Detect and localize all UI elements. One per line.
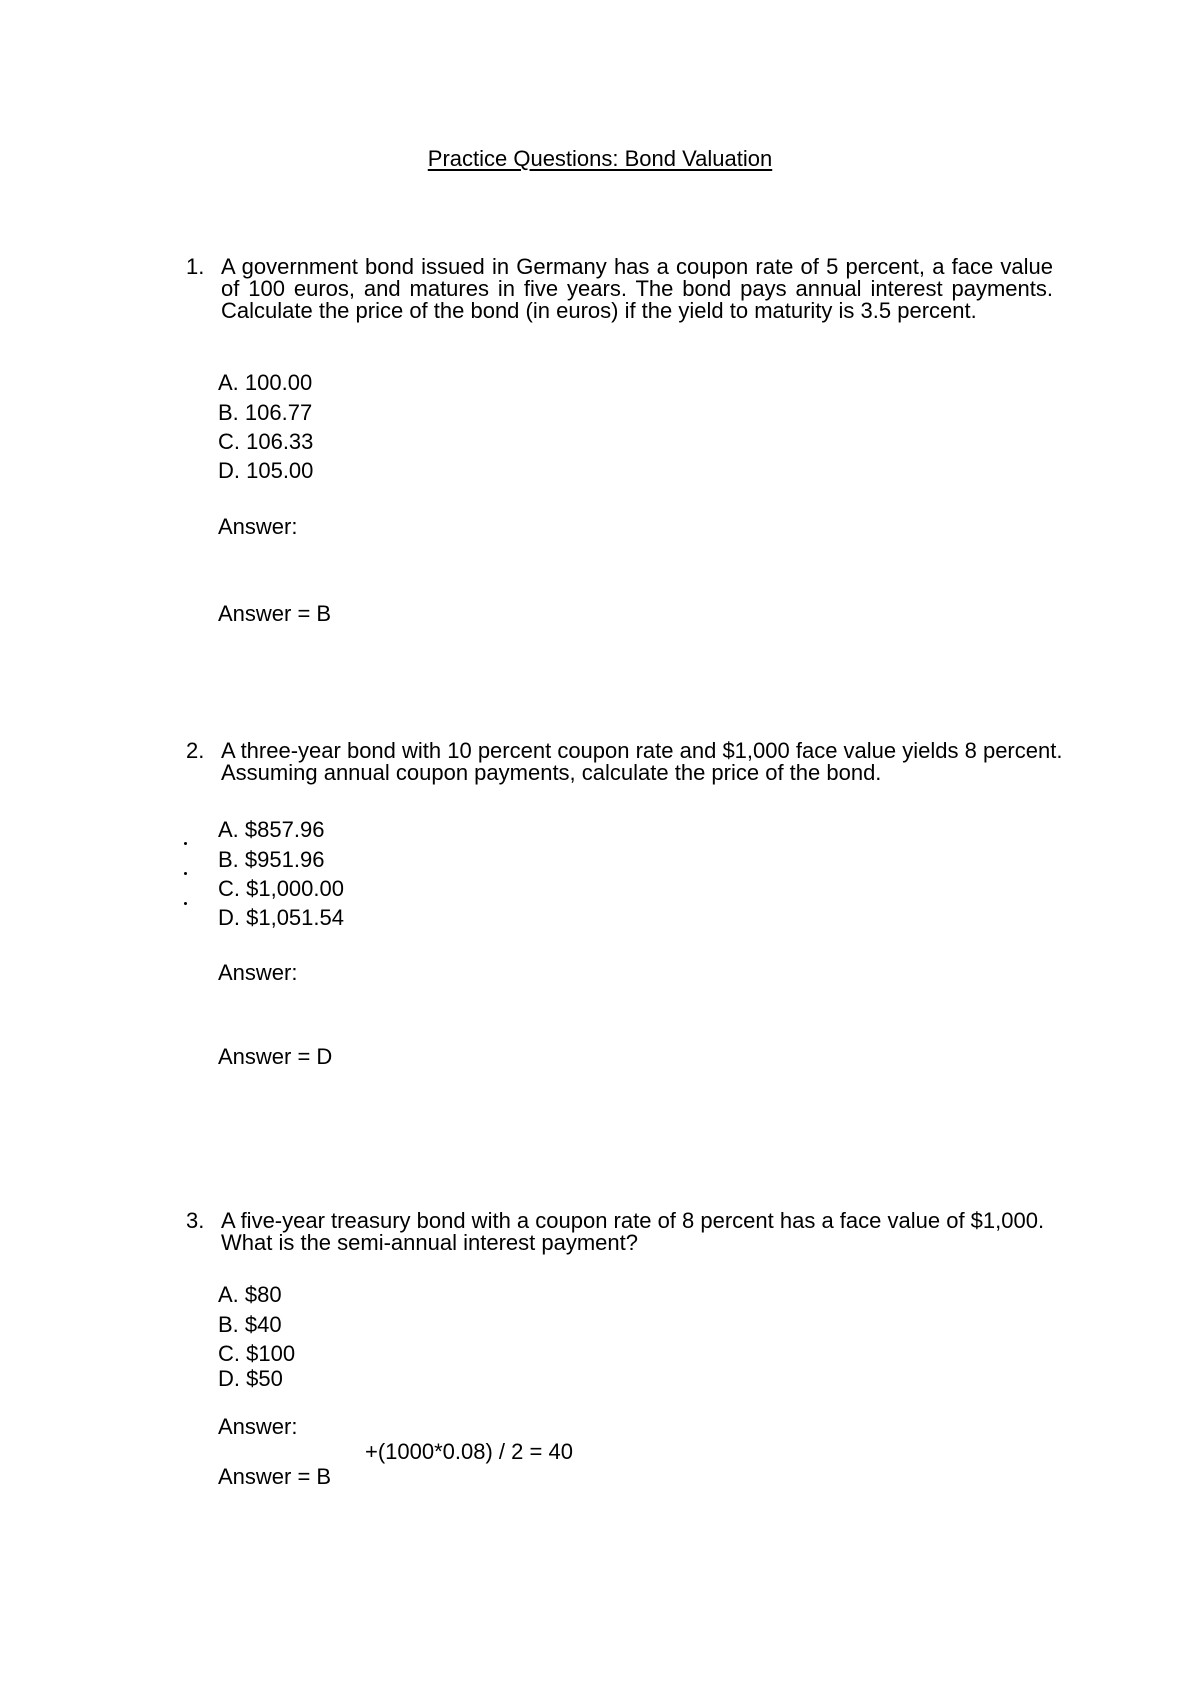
page-title [0,146,1200,172]
question-1-number: 1. [186,254,205,279]
stray-mark [184,872,187,875]
question-2-option-b: B. $951.96 [218,847,325,872]
question-3-option-d: D. $50 [218,1366,283,1391]
question-3-option-a: A. $80 [218,1282,282,1307]
question-2-answer: Answer = D [218,1044,333,1069]
question-3-number: 3. [186,1208,205,1233]
question-1-option-c: C. 106.33 [218,429,314,454]
question-3-answer: Answer = B [218,1464,332,1489]
question-3-option-c: C. $100 [218,1341,296,1366]
question-1-answer: Answer = B [218,601,332,626]
question-2-option-d: D. $1,051.54 [218,905,344,930]
question-3-text: A five-year treasury bond with a coupon rate of 8 percent has a face value of $1,000. What is the semi-annual interest payment? [221,1208,1045,1255]
question-2-answer-label: Answer: [218,960,298,985]
question-2-number: 2. [186,738,205,763]
question-1-option-b: B. 106.77 [218,400,313,425]
question-3-formula: +(1000*0.08) / 2 = 40 [365,1439,573,1464]
question-2-text: A three-year bond with 10 percent coupon rate and $1,000 face value yields 8 percent. Assuming annual coupon payments, calculate the price of the bond. [221,738,1063,785]
question-2-option-a: A. $857.96 [218,817,325,842]
question-1-text: A government bond issued in Germany has a coupon rate of 5 percent, a face value of 100 euros, and matures in five years. The bond pays annual interest payments. Calculate the price of the bond (in euros) if the yield to maturity is 3.5 percent. [221,254,1053,323]
question-2-option-c: C. $1,000.00 [218,876,344,901]
question-1-option-a: A. 100.00 [218,370,313,395]
question-1-answer-label: Answer: [218,514,298,539]
question-3-answer-label: Answer: [218,1414,298,1439]
question-3-option-b: B. $40 [218,1312,282,1337]
stray-mark [184,902,187,905]
page-title-text: Practice Questions: Bond Valuation [427,146,773,171]
question-1-option-d: D. 105.00 [218,458,314,483]
stray-mark [184,842,187,845]
